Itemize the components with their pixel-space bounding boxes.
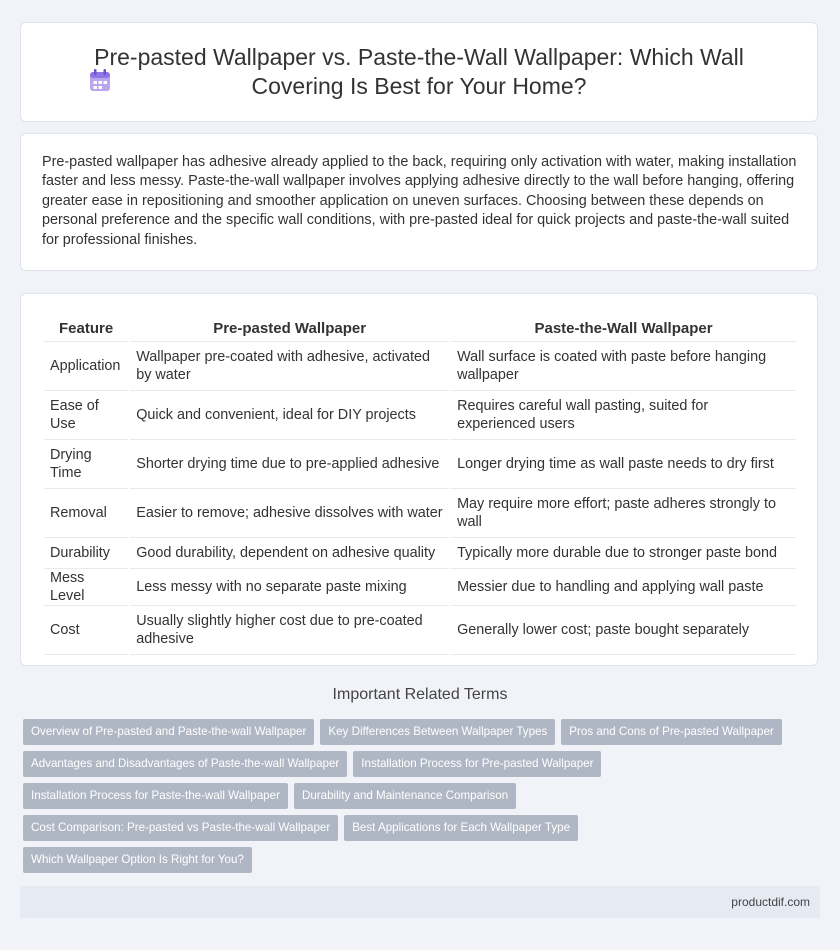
related-term-tag[interactable]: Pros and Cons of Pre-pasted Wallpaper — [561, 719, 782, 745]
pre-pasted-cell: Wallpaper pre-coated with adhesive, activated by water — [130, 342, 449, 391]
table-row — [44, 489, 796, 538]
comparison-table — [42, 316, 798, 655]
column-header-pre-pasted: Pre-pasted Wallpaper — [130, 316, 449, 342]
header-card — [20, 22, 818, 122]
feature-cell: Cost — [44, 606, 128, 655]
paste-the-wall-cell: May require more effort; paste adheres strongly to wall — [451, 489, 796, 538]
footer — [20, 886, 820, 918]
feature-cell: Ease of Use — [44, 391, 128, 440]
pre-pasted-cell: Shorter drying time due to pre-applied adhesive — [130, 440, 449, 489]
paste-the-wall-cell: Typically more durable due to stronger paste bond — [451, 538, 796, 569]
pre-pasted-cell: Usually slightly higher cost due to pre-coated adhesive — [130, 606, 449, 655]
related-term-tag[interactable]: Installation Process for Pre-pasted Wallpaper — [353, 751, 601, 777]
related-term-tag[interactable]: Which Wallpaper Option Is Right for You? — [23, 847, 252, 873]
pre-pasted-cell: Quick and convenient, ideal for DIY projects — [130, 391, 449, 440]
column-header-paste-the-wall: Paste-the-Wall Wallpaper — [451, 316, 796, 342]
feature-cell: Drying Time — [44, 440, 128, 489]
feature-cell: Application — [44, 342, 128, 391]
table-header-row — [44, 316, 796, 342]
intro-card — [20, 133, 818, 271]
related-term-tag[interactable]: Durability and Maintenance Comparison — [294, 783, 516, 809]
feature-cell: Mess Level — [44, 569, 128, 606]
paste-the-wall-cell: Wall surface is coated with paste before hanging wallpaper — [451, 342, 796, 391]
paste-the-wall-cell: Requires careful wall pasting, suited for experienced users — [451, 391, 796, 440]
paste-the-wall-cell: Messier due to handling and applying wall paste — [451, 569, 796, 606]
related-terms-heading: Important Related Terms — [332, 686, 508, 703]
related-terms-list — [23, 719, 823, 879]
table-row — [44, 342, 796, 391]
intro-paragraph: Pre-pasted wallpaper has adhesive already applied to the back, requiring only activation with water, making installation faster and less messy. Paste-the-wall wallpaper involves applying adhesive directly to the wall before hanging, offering greater ease in repositioning and smoother application on uneven surfaces. Choosing between these depends on personal preference and the specific wall conditions, with pre-pasted ideal for quick projects and paste-the-wall suited for professional finishes. — [42, 154, 797, 248]
paste-the-wall-cell: Longer drying time as wall paste needs to dry first — [451, 440, 796, 489]
feature-cell: Durability — [44, 538, 128, 569]
related-term-tag[interactable]: Best Applications for Each Wallpaper Type — [344, 815, 578, 841]
related-term-tag[interactable]: Key Differences Between Wallpaper Types — [320, 719, 555, 745]
footer-site-name[interactable]: productdif.com — [731, 895, 810, 909]
related-term-tag[interactable]: Overview of Pre-pasted and Paste-the-wall Wallpaper — [23, 719, 314, 745]
paste-the-wall-cell: Generally lower cost; paste bought separately — [451, 606, 796, 655]
related-term-tag[interactable]: Advantages and Disadvantages of Paste-the-wall Wallpaper — [23, 751, 347, 777]
page-title: Pre-pasted Wallpaper vs. Paste-the-Wall Wallpaper: Which Wall Covering Is Best for Your Home? — [94, 44, 744, 99]
table-row — [44, 606, 796, 655]
table-row — [44, 538, 796, 569]
table-row — [44, 391, 796, 440]
table-row — [44, 440, 796, 489]
pre-pasted-cell: Easier to remove; adhesive dissolves with water — [130, 489, 449, 538]
related-term-tag[interactable]: Installation Process for Paste-the-wall Wallpaper — [23, 783, 288, 809]
pre-pasted-cell: Good durability, dependent on adhesive quality — [130, 538, 449, 569]
pre-pasted-cell: Less messy with no separate paste mixing — [130, 569, 449, 606]
feature-cell: Removal — [44, 489, 128, 538]
related-term-tag[interactable]: Cost Comparison: Pre-pasted vs Paste-the-wall Wallpaper — [23, 815, 338, 841]
table-row — [44, 569, 796, 606]
comparison-card — [20, 293, 818, 666]
column-header-feature: Feature — [44, 316, 128, 342]
